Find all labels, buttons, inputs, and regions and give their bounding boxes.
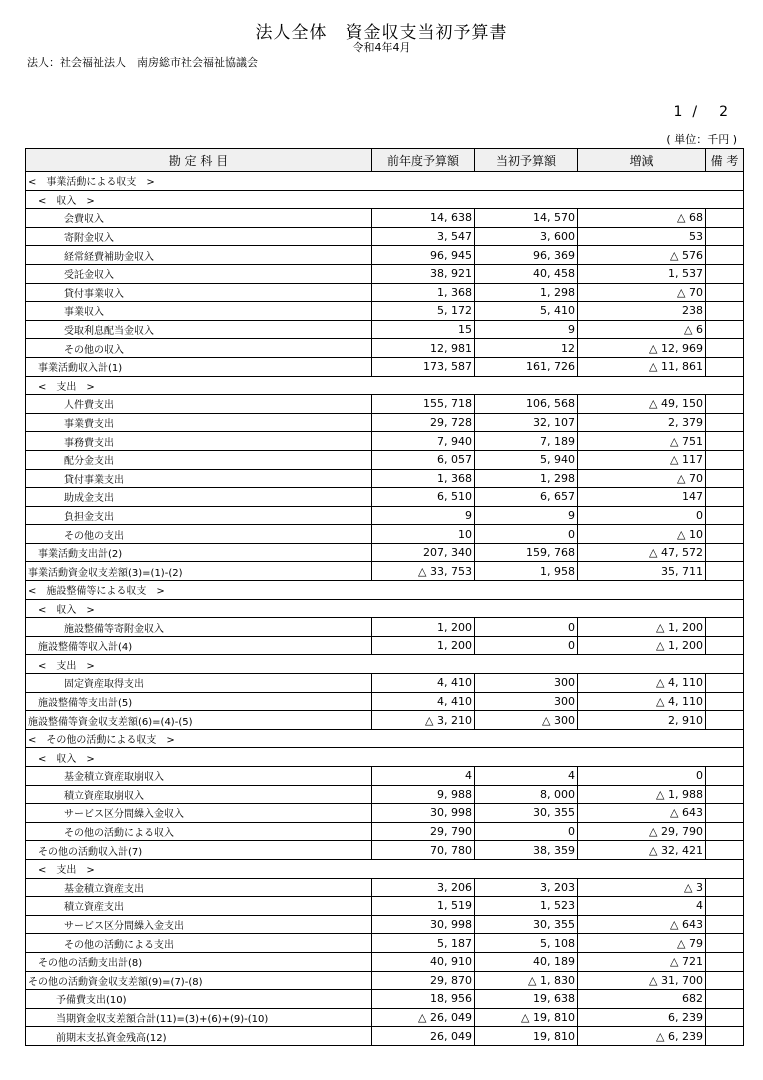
cell-initial: 106, 568	[475, 395, 578, 414]
row-label: 受取利息配当金収入	[26, 320, 372, 339]
table-row	[26, 543, 744, 562]
cell-initial: 9	[475, 506, 578, 525]
cell-prev: 3, 547	[372, 227, 475, 246]
cell-prev: 1, 200	[372, 636, 475, 655]
row-label: その他の活動資金収支差額(9)=(7)-(8)	[26, 971, 372, 990]
row-label: 助成金支出	[26, 488, 372, 507]
header-remarks: 備 考	[706, 149, 744, 172]
table-row	[26, 413, 744, 432]
cell-prev: 9, 988	[372, 785, 475, 804]
cell-remarks	[706, 785, 744, 804]
row-label: 事業収入	[26, 302, 372, 321]
cell-initial: 1, 298	[475, 469, 578, 488]
cell-diff: △ 31, 700	[578, 971, 706, 990]
cell-remarks	[706, 971, 744, 990]
table-row	[26, 655, 744, 674]
cell-remarks	[706, 506, 744, 525]
cell-prev: 4, 410	[372, 692, 475, 711]
budget-table	[25, 148, 744, 1046]
cell-prev: 96, 945	[372, 246, 475, 265]
cell-remarks	[706, 395, 744, 414]
table-row	[26, 506, 744, 525]
page-total: 2	[719, 104, 728, 120]
section-label: < 施設整備等による収支 >	[26, 581, 372, 600]
table-row	[26, 729, 744, 748]
cell-remarks	[706, 227, 744, 246]
cell-diff: 0	[578, 506, 706, 525]
cell-diff: △ 1, 200	[578, 618, 706, 637]
row-label: その他の支出	[26, 525, 372, 544]
cell-remarks	[706, 692, 744, 711]
page-number	[673, 104, 728, 120]
row-label: その他の活動支出計(8)	[26, 952, 372, 971]
table-row	[26, 450, 744, 469]
table-row	[26, 357, 744, 376]
page-title: 法人全体 資金収支当初予算書	[255, 23, 508, 43]
empty-cell	[578, 599, 706, 618]
cell-diff: 0	[578, 767, 706, 786]
table-row	[26, 711, 744, 730]
cell-initial: 96, 369	[475, 246, 578, 265]
cell-diff: △ 643	[578, 915, 706, 934]
row-label: 固定資産取得支出	[26, 674, 372, 693]
cell-initial: 159, 768	[475, 543, 578, 562]
cell-diff: △ 32, 421	[578, 841, 706, 860]
row-label: サービス区分間繰入金支出	[26, 915, 372, 934]
cell-diff: △ 12, 969	[578, 339, 706, 358]
table-row	[26, 339, 744, 358]
row-label: 経常経費補助金収入	[26, 246, 372, 265]
cell-remarks	[706, 357, 744, 376]
row-label: 基金積立資産取崩収入	[26, 767, 372, 786]
cell-initial: 8, 000	[475, 785, 578, 804]
cell-remarks	[706, 469, 744, 488]
cell-prev: 29, 870	[372, 971, 475, 990]
row-label: その他の活動による支出	[26, 934, 372, 953]
row-label: サービス区分間繰入金収入	[26, 804, 372, 823]
empty-cell	[475, 729, 578, 748]
cell-diff: 53	[578, 227, 706, 246]
row-label: 基金積立資産支出	[26, 878, 372, 897]
cell-diff: 2, 910	[578, 711, 706, 730]
cell-initial: 30, 355	[475, 915, 578, 934]
row-label: その他の活動による収入	[26, 822, 372, 841]
table-row	[26, 599, 744, 618]
cell-prev: 40, 910	[372, 952, 475, 971]
cell-remarks	[706, 841, 744, 860]
cell-remarks	[706, 878, 744, 897]
cell-initial: 5, 108	[475, 934, 578, 953]
empty-cell	[372, 190, 475, 209]
cell-initial: 1, 523	[475, 897, 578, 916]
table-body	[26, 172, 744, 1046]
cell-initial: 300	[475, 692, 578, 711]
cell-prev: 29, 790	[372, 822, 475, 841]
cell-diff: 682	[578, 990, 706, 1009]
cell-prev: 6, 057	[372, 450, 475, 469]
cell-prev: △ 33, 753	[372, 562, 475, 581]
cell-initial: 300	[475, 674, 578, 693]
cell-prev: 14, 638	[372, 209, 475, 228]
subsection-label: < 収入 >	[26, 599, 372, 618]
corporation-name: 法人：社会福祉法人 南房総市社会福祉協議会	[27, 56, 258, 69]
row-label: 事業活動支出計(2)	[26, 543, 372, 562]
cell-prev: 1, 368	[372, 283, 475, 302]
cell-remarks	[706, 952, 744, 971]
empty-cell	[475, 655, 578, 674]
header-initial: 当初予算額	[475, 149, 578, 172]
table-row	[26, 859, 744, 878]
cell-prev: 155, 718	[372, 395, 475, 414]
header-prev: 前年度予算額	[372, 149, 475, 172]
table-row	[26, 432, 744, 451]
cell-prev: 15	[372, 320, 475, 339]
cell-initial: 0	[475, 636, 578, 655]
table-row	[26, 562, 744, 581]
cell-initial: 7, 189	[475, 432, 578, 451]
cell-remarks	[706, 804, 744, 823]
row-label: 事務費支出	[26, 432, 372, 451]
empty-cell	[706, 376, 744, 395]
cell-diff: △ 49, 150	[578, 395, 706, 414]
unit-label: ( 単位：千円 )	[666, 133, 737, 146]
table-row	[26, 934, 744, 953]
table-row	[26, 971, 744, 990]
row-label: 予備費支出(10)	[26, 990, 372, 1009]
cell-remarks	[706, 674, 744, 693]
empty-cell	[578, 729, 706, 748]
cell-prev: 173, 587	[372, 357, 475, 376]
empty-cell	[578, 376, 706, 395]
table-row	[26, 748, 744, 767]
cell-diff: △ 576	[578, 246, 706, 265]
table-row	[26, 822, 744, 841]
cell-prev: 1, 200	[372, 618, 475, 637]
cell-prev: 9	[372, 506, 475, 525]
cell-diff: 238	[578, 302, 706, 321]
row-label: 当期資金収支差額合計(11)=(3)+(6)+(9)-(10)	[26, 1008, 372, 1027]
cell-diff: △ 1, 200	[578, 636, 706, 655]
cell-initial: 32, 107	[475, 413, 578, 432]
subsection-label: < 支出 >	[26, 859, 372, 878]
cell-prev: 30, 998	[372, 804, 475, 823]
cell-prev: 30, 998	[372, 915, 475, 934]
empty-cell	[578, 172, 706, 191]
cell-diff: △ 79	[578, 934, 706, 953]
table-row	[26, 804, 744, 823]
table-row	[26, 581, 744, 600]
page-current: 1	[673, 104, 683, 120]
cell-prev: 29, 728	[372, 413, 475, 432]
table-row	[26, 915, 744, 934]
cell-initial: 12	[475, 339, 578, 358]
table-row	[26, 525, 744, 544]
cell-remarks	[706, 283, 744, 302]
empty-cell	[372, 172, 475, 191]
cell-initial: 3, 600	[475, 227, 578, 246]
section-label: < その他の活動による収支 >	[26, 729, 372, 748]
row-label: 配分金支出	[26, 450, 372, 469]
cell-prev: 5, 187	[372, 934, 475, 953]
row-label: 積立資産支出	[26, 897, 372, 916]
row-label: 人件費支出	[26, 395, 372, 414]
row-label: 負担金支出	[26, 506, 372, 525]
row-label: その他の活動収入計(7)	[26, 841, 372, 860]
empty-cell	[706, 655, 744, 674]
table-row	[26, 674, 744, 693]
section-label: < 事業活動による収支 >	[26, 172, 372, 191]
table-row	[26, 209, 744, 228]
cell-remarks	[706, 711, 744, 730]
cell-diff: 6, 239	[578, 1008, 706, 1027]
row-label: 施設整備等支出計(5)	[26, 692, 372, 711]
table-row	[26, 767, 744, 786]
table-row	[26, 246, 744, 265]
cell-initial: 0	[475, 525, 578, 544]
cell-remarks	[706, 264, 744, 283]
cell-diff: △ 6, 239	[578, 1027, 706, 1046]
empty-cell	[372, 859, 475, 878]
row-label: 寄附金収入	[26, 227, 372, 246]
cell-remarks	[706, 562, 744, 581]
cell-prev: 38, 921	[372, 264, 475, 283]
cell-prev: 5, 172	[372, 302, 475, 321]
table-row	[26, 376, 744, 395]
cell-prev: 70, 780	[372, 841, 475, 860]
table-row	[26, 395, 744, 414]
cell-remarks	[706, 618, 744, 637]
empty-cell	[706, 190, 744, 209]
table-header-row	[26, 149, 744, 172]
cell-remarks	[706, 1027, 744, 1046]
cell-remarks	[706, 543, 744, 562]
empty-cell	[475, 859, 578, 878]
cell-prev: 4, 410	[372, 674, 475, 693]
cell-remarks	[706, 1008, 744, 1027]
cell-remarks	[706, 934, 744, 953]
empty-cell	[475, 599, 578, 618]
cell-remarks	[706, 450, 744, 469]
cell-remarks	[706, 246, 744, 265]
cell-diff: 2, 379	[578, 413, 706, 432]
cell-remarks	[706, 413, 744, 432]
cell-initial: 1, 958	[475, 562, 578, 581]
cell-initial: 19, 810	[475, 1027, 578, 1046]
cell-prev: 1, 519	[372, 897, 475, 916]
cell-prev: 6, 510	[372, 488, 475, 507]
cell-initial: 19, 638	[475, 990, 578, 1009]
table-row	[26, 227, 744, 246]
cell-initial: 40, 189	[475, 952, 578, 971]
subsection-label: < 支出 >	[26, 376, 372, 395]
table-row	[26, 878, 744, 897]
cell-diff: 4	[578, 897, 706, 916]
table-row	[26, 320, 744, 339]
cell-diff: △ 643	[578, 804, 706, 823]
table-row	[26, 618, 744, 637]
cell-initial: 14, 570	[475, 209, 578, 228]
cell-diff: △ 70	[578, 283, 706, 302]
empty-cell	[372, 599, 475, 618]
cell-diff: △ 47, 572	[578, 543, 706, 562]
page-separator: /	[692, 104, 698, 120]
cell-prev: 7, 940	[372, 432, 475, 451]
cell-initial: 0	[475, 618, 578, 637]
cell-remarks	[706, 339, 744, 358]
cell-initial: 9	[475, 320, 578, 339]
row-label: 前期末支払資金残高(12)	[26, 1027, 372, 1046]
row-label: 会費収入	[26, 209, 372, 228]
empty-cell	[706, 729, 744, 748]
cell-diff: △ 70	[578, 469, 706, 488]
empty-cell	[578, 581, 706, 600]
empty-cell	[372, 748, 475, 767]
table-row	[26, 172, 744, 191]
empty-cell	[706, 581, 744, 600]
cell-prev: △ 3, 210	[372, 711, 475, 730]
cell-initial: 3, 203	[475, 878, 578, 897]
cell-diff: △ 11, 861	[578, 357, 706, 376]
cell-diff: 147	[578, 488, 706, 507]
cell-remarks	[706, 209, 744, 228]
cell-remarks	[706, 636, 744, 655]
table-row	[26, 302, 744, 321]
cell-diff: △ 10	[578, 525, 706, 544]
table-row	[26, 283, 744, 302]
table-row	[26, 1008, 744, 1027]
cell-diff: 35, 711	[578, 562, 706, 581]
cell-initial: 38, 359	[475, 841, 578, 860]
cell-initial: 6, 657	[475, 488, 578, 507]
cell-diff: △ 4, 110	[578, 692, 706, 711]
row-label: 貸付事業支出	[26, 469, 372, 488]
empty-cell	[372, 581, 475, 600]
subsection-label: < 支出 >	[26, 655, 372, 674]
empty-cell	[706, 172, 744, 191]
empty-cell	[706, 859, 744, 878]
cell-remarks	[706, 822, 744, 841]
cell-prev: 207, 340	[372, 543, 475, 562]
table-row	[26, 841, 744, 860]
empty-cell	[578, 655, 706, 674]
table-row	[26, 1027, 744, 1046]
table-row	[26, 990, 744, 1009]
table-row	[26, 897, 744, 916]
cell-initial: 5, 940	[475, 450, 578, 469]
cell-prev: 18, 956	[372, 990, 475, 1009]
cell-remarks	[706, 990, 744, 1009]
row-label: 貸付事業収入	[26, 283, 372, 302]
row-label: 事業活動資金収支差額(3)=(1)-(2)	[26, 562, 372, 581]
cell-diff: △ 6	[578, 320, 706, 339]
header-diff: 増減	[578, 149, 706, 172]
cell-remarks	[706, 525, 744, 544]
row-label: 事業活動収入計(1)	[26, 357, 372, 376]
empty-cell	[372, 655, 475, 674]
empty-cell	[578, 190, 706, 209]
cell-remarks	[706, 488, 744, 507]
cell-initial: 5, 410	[475, 302, 578, 321]
empty-cell	[372, 729, 475, 748]
cell-diff: △ 3	[578, 878, 706, 897]
row-label: 受託金収入	[26, 264, 372, 283]
cell-initial: 30, 355	[475, 804, 578, 823]
row-label: 施設整備等収入計(4)	[26, 636, 372, 655]
empty-cell	[475, 190, 578, 209]
subsection-label: < 収入 >	[26, 748, 372, 767]
row-label: その他の収入	[26, 339, 372, 358]
table-row	[26, 636, 744, 655]
cell-diff: △ 29, 790	[578, 822, 706, 841]
empty-cell	[706, 748, 744, 767]
table-row	[26, 785, 744, 804]
cell-initial: 1, 298	[475, 283, 578, 302]
cell-diff: △ 751	[578, 432, 706, 451]
cell-diff: △ 68	[578, 209, 706, 228]
cell-remarks	[706, 320, 744, 339]
row-label: 施設整備等資金収支差額(6)=(4)-(5)	[26, 711, 372, 730]
cell-remarks	[706, 897, 744, 916]
cell-remarks	[706, 915, 744, 934]
empty-cell	[475, 581, 578, 600]
table-row	[26, 264, 744, 283]
table-row	[26, 488, 744, 507]
row-label: 積立資産取崩収入	[26, 785, 372, 804]
table-row	[26, 469, 744, 488]
empty-cell	[475, 376, 578, 395]
header-item: 勘 定 科 目	[26, 149, 372, 172]
cell-remarks	[706, 432, 744, 451]
cell-diff: △ 1, 988	[578, 785, 706, 804]
subsection-label: < 収入 >	[26, 190, 372, 209]
empty-cell	[475, 748, 578, 767]
row-label: 施設整備等寄附金収入	[26, 618, 372, 637]
cell-prev: 12, 981	[372, 339, 475, 358]
table-row	[26, 692, 744, 711]
row-label: 事業費支出	[26, 413, 372, 432]
cell-initial: △ 300	[475, 711, 578, 730]
cell-prev: △ 26, 049	[372, 1008, 475, 1027]
cell-initial: 0	[475, 822, 578, 841]
cell-diff: 1, 537	[578, 264, 706, 283]
cell-diff: △ 4, 110	[578, 674, 706, 693]
empty-cell	[578, 748, 706, 767]
table-row	[26, 190, 744, 209]
cell-initial: 161, 726	[475, 357, 578, 376]
cell-diff: △ 117	[578, 450, 706, 469]
cell-initial: 4	[475, 767, 578, 786]
cell-initial: △ 19, 810	[475, 1008, 578, 1027]
cell-diff: △ 721	[578, 952, 706, 971]
cell-initial: 40, 458	[475, 264, 578, 283]
empty-cell	[475, 172, 578, 191]
cell-prev: 10	[372, 525, 475, 544]
empty-cell	[372, 376, 475, 395]
empty-cell	[578, 859, 706, 878]
cell-remarks	[706, 302, 744, 321]
empty-cell	[706, 599, 744, 618]
cell-prev: 3, 206	[372, 878, 475, 897]
cell-remarks	[706, 767, 744, 786]
cell-initial: △ 1, 830	[475, 971, 578, 990]
cell-prev: 4	[372, 767, 475, 786]
table-row	[26, 952, 744, 971]
cell-prev: 26, 049	[372, 1027, 475, 1046]
cell-prev: 1, 368	[372, 469, 475, 488]
budget-date: 令和4年4月	[352, 41, 411, 54]
